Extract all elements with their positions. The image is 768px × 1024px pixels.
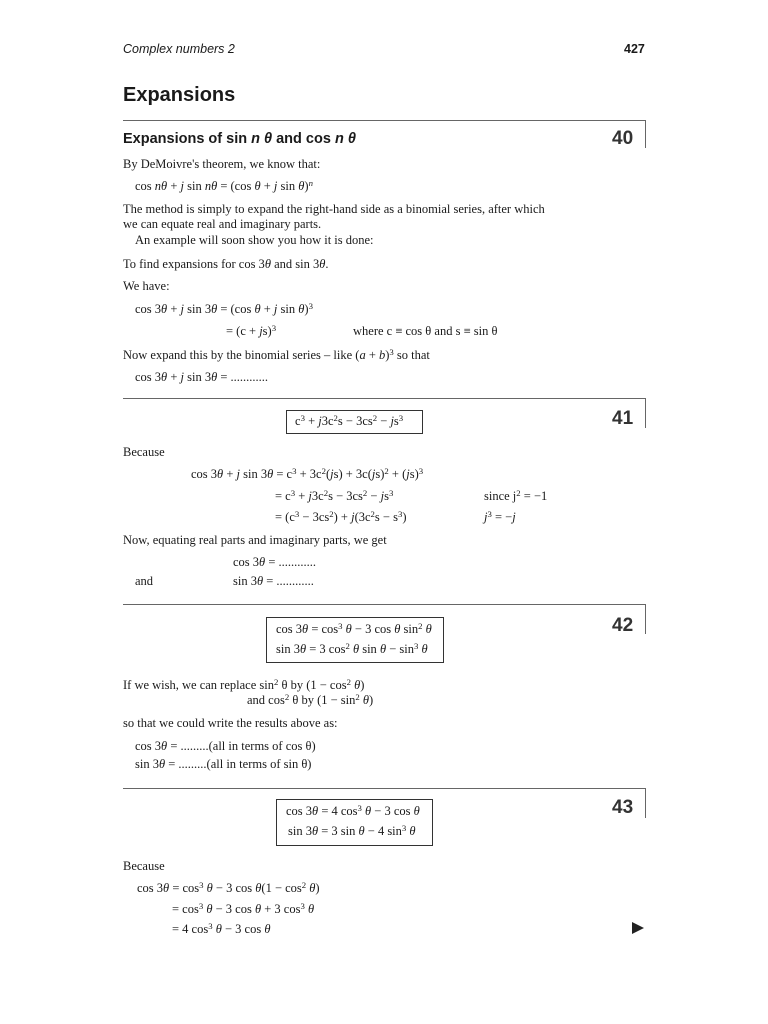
cos-blank: cos 3θ = ............ (233, 555, 316, 569)
binomial-line-2: = $c^3 + j3c^2s - 3cs^2 - js^3$ (275, 488, 394, 503)
since-j-squared: since $j^2 = -1$ (484, 488, 548, 503)
method-line-1: The method is simply to expand the right-hand side as a binomial series, after which (123, 202, 545, 216)
frame-40-rule (123, 120, 646, 121)
so-that-text: so that we could write the results above as: (123, 716, 338, 730)
j-cubed: $j^3 = -j$ (484, 509, 516, 524)
method-line-3: An example will soon show you how it is done: (135, 233, 374, 247)
cos-in-terms: cos 3θ = .........(all in terms of cos θ) (135, 739, 316, 753)
equating-text: Now, equating real parts and imaginary parts, we get (123, 533, 387, 547)
sin-in-terms: sin 3θ = .........(all in terms of sin θ) (135, 757, 312, 771)
heading-prefix: Expansions of sin (123, 131, 248, 147)
find-expansions: To find expansions for cos 3θ and sin 3θ. (123, 257, 329, 271)
expand-blank: cos 3θ + j sin 3θ = ............ (135, 370, 269, 384)
demoivre-equation: cos nθ + j sin nθ = (cos θ + j sin θ)$^n$ (135, 178, 313, 193)
binomial-line-1: cos 3θ + j $\sin 3\theta = c^3 + 3c^2(js) + 3c(js)^2 + (js)^3$ (191, 466, 424, 481)
method-line-2: we can equate real and imaginary parts. (123, 217, 322, 231)
frame-42-tick (645, 604, 646, 634)
where-definition: where c ≡ cos θ and s ≡ sin θ (353, 324, 498, 338)
we-have: We have: (123, 279, 170, 293)
frame-42-rule (123, 604, 646, 605)
binomial-line-3: = $(c^3 - 3cs^2) + j(3c^2s - s^3)$ (275, 509, 407, 524)
next-page-arrow-icon[interactable] (632, 922, 644, 934)
answer-box-41 (286, 410, 423, 434)
cos3-cos-result: cos 3θ = 4 $\cos^3 \theta - 3$ cos θ (286, 803, 420, 818)
equation-line-2: = (c + js)$^3$ (226, 323, 277, 338)
frame-number-43: 43 (612, 797, 634, 818)
frame-number-41: 41 (612, 408, 634, 429)
derivation-line-1: $\cos 3\theta = \cos^3 \theta - 3$ $\cos \theta(1 - \cos^2 \theta)$ (137, 880, 320, 895)
sin-blank: sin 3θ = ............ (233, 574, 314, 588)
running-title: Complex numbers 2 (123, 42, 235, 56)
section-title: Expansions (123, 84, 236, 106)
expand-instruction: Now expand this by the binomial series – like $(a + b)^3$ so that (123, 347, 430, 362)
intro-text: By DeMoivre's theorem, we know that: (123, 157, 321, 171)
answer-box-42 (266, 617, 444, 663)
frame-40-heading: Expansions of sin n θ and cos n θ (123, 131, 356, 147)
answer-41: $c^3 + j3c^2s - 3cs^2 - js^3$ (295, 413, 404, 428)
frame-43-rule (123, 788, 646, 789)
because-41: Because (123, 445, 165, 459)
sin3-sin-result: sin 3θ = 3 sin θ − 4 $\sin^3 \theta$ (288, 823, 416, 838)
sin3-result: sin 3θ = 3 $\cos^2 \theta$ $\sin \theta - \sin^3 \theta$ (276, 641, 428, 656)
page-number: 427 (624, 42, 645, 56)
replace-line-1: If we wish, we can replace $\sin^2 \theta$ by $(1 - \cos^2 \theta)$ (123, 677, 365, 692)
derivation-line-2: = $\cos^3 \theta - 3$ cos θ + 3 $\cos^3 \theta$ (172, 901, 315, 916)
frame-40-tick (645, 120, 646, 148)
frame-41-tick (645, 398, 646, 428)
equation-line-1: cos 3θ + j sin 3θ = (cos θ + j sin θ)$^3$ (135, 301, 313, 316)
derivation-line-3: = 4 $\cos^3 \theta - 3$ cos θ (172, 921, 271, 936)
frame-43-tick (645, 788, 646, 818)
and-label: and (135, 574, 154, 588)
frame-41-rule (123, 398, 646, 399)
because-43: Because (123, 859, 165, 873)
cos3-result: $\cos 3\theta = \cos^3 \theta - 3$ cos θ $\sin^2 \theta$ (276, 621, 432, 636)
replace-line-2: and $\cos^2 \theta$ by $(1 - \sin^2 \theta)$ (247, 692, 374, 707)
frame-number-40: 40 (612, 128, 634, 149)
frame-number-42: 42 (612, 615, 634, 636)
answer-box-43 (276, 799, 433, 846)
